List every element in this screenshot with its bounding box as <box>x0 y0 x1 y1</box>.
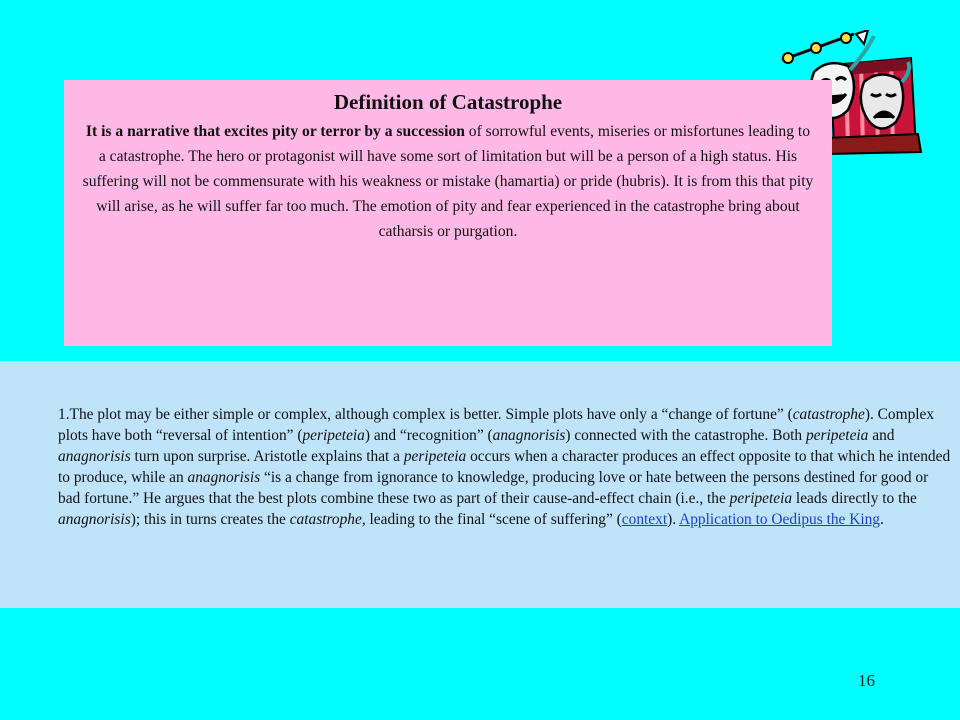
note-term: anagnorisis <box>492 427 566 444</box>
note-term: peripeteia <box>729 490 793 507</box>
note-text: , leading to the final “scene of suffering” ( <box>361 511 622 528</box>
note-text: ) connected with the catastrophe. Both <box>565 427 806 444</box>
note-term: catastrophe <box>792 406 865 423</box>
note-text: ). Complex plots have both “reversal of intention” ( <box>58 406 935 444</box>
note-band <box>0 361 960 608</box>
note-text: ) and “recognition” ( <box>364 427 493 444</box>
context-link[interactable]: context <box>621 511 668 528</box>
plot-note <box>58 404 953 530</box>
definition-title: Definition of Catastrophe <box>333 90 563 114</box>
note-text: 1.The plot may be either simple or complex, although complex is better. Simple plots have only a “change of fortune” ( <box>58 406 793 423</box>
note-term: peripeteia <box>805 427 869 444</box>
note-text: occurs when a character produces an effect opposite to that which he intended to produce, while an <box>58 448 951 486</box>
note-term: anagnorisis <box>187 469 261 486</box>
note-text: “is a change from ignorance to knowledge, producing love or hate between the persons destined for good or bad fortune.” He argues that the best plots combine these two as part of their cause-and-effect chain (i.e., the <box>58 469 929 507</box>
note-term: anagnorisis <box>58 511 131 528</box>
note-text: leads directly to the <box>792 490 917 507</box>
note-term: anagnorisis <box>58 448 131 465</box>
application-oedipus-link[interactable]: Application to Oedipus the King <box>679 511 880 528</box>
definition-box <box>64 80 832 346</box>
note-text: turn upon surprise. Aristotle explains that a <box>130 448 404 465</box>
definition-text: of sorrowful events, miseries or misfortunes leading to a catastrophe. The hero or protagonist will have some sort of limitation but will be a person of a high status. His suffering will not be commensurate with his weakness or mistake (hamartia) or pride (hubris). It is from this that pity will arise, as he will suffer far too much. The emotion of pity and fear experienced in the catastrophe bring about catharsis or purgation. <box>82 123 814 240</box>
note-text: . <box>880 511 884 528</box>
note-term: peripeteia <box>302 427 365 444</box>
slide-number: 16 <box>858 671 875 690</box>
note-text: ). <box>667 511 680 528</box>
definition-lead: It is a narrative that excites pity or terror by a succession <box>85 123 465 140</box>
note-term: peripeteia <box>403 448 467 465</box>
definition-body <box>82 119 814 244</box>
note-text: and <box>868 427 895 444</box>
note-term: catastrophe <box>289 511 362 528</box>
note-text: ); this in turns creates the <box>130 511 290 528</box>
